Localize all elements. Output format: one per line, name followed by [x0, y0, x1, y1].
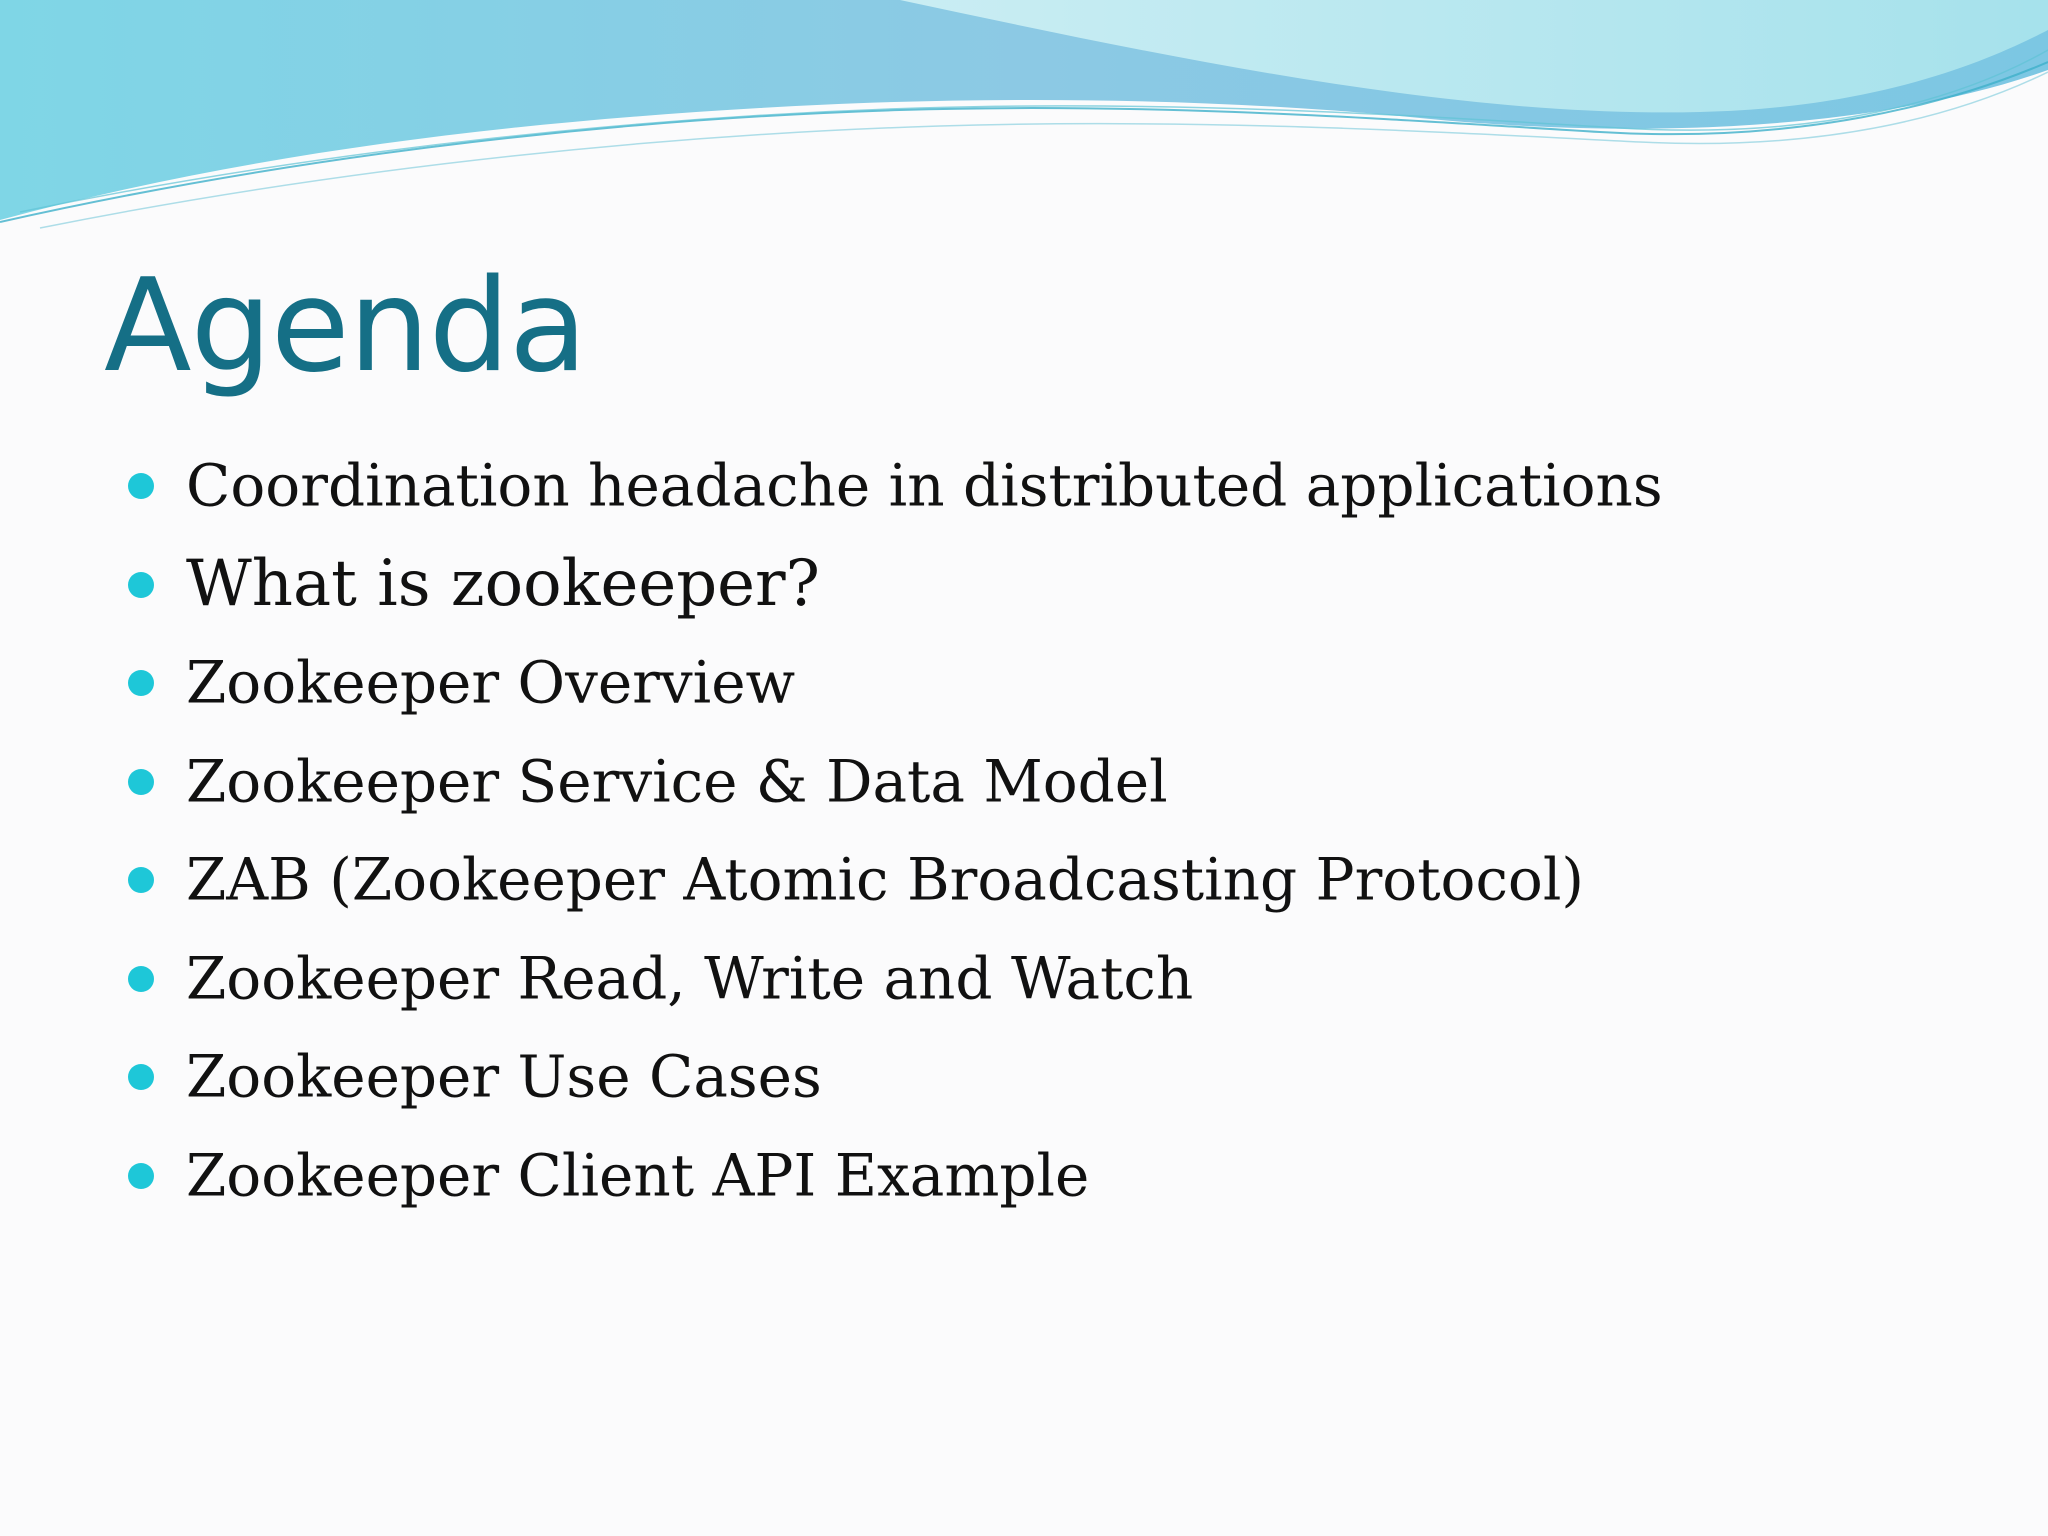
bullet-dot-icon — [128, 1064, 154, 1090]
bullet-dot-icon — [128, 1163, 154, 1189]
bullet-dot-icon — [128, 867, 154, 893]
slide-title: Agenda — [104, 252, 587, 401]
list-item-label: Zookeeper Read, Write and Watch — [186, 944, 1194, 1013]
bullet-dot-icon — [128, 572, 154, 598]
list-item-label: Coordination headache in distributed applications — [186, 451, 1663, 520]
list-item-label: Zookeeper Service & Data Model — [186, 747, 1168, 816]
list-item-label: ZAB (Zookeeper Atomic Broadcasting Protocol) — [186, 845, 1585, 914]
list-item-label: Zookeeper Overview — [186, 648, 796, 717]
list-item-label: What is zookeeper? — [186, 546, 820, 621]
bullet-dot-icon — [128, 966, 154, 992]
wave-header-decoration — [0, 0, 2048, 240]
bullet-dot-icon — [128, 769, 154, 795]
list-item-label: Zookeeper Use Cases — [186, 1042, 822, 1111]
bullet-dot-icon — [128, 473, 154, 499]
list-item-label: Zookeeper Client API Example — [186, 1141, 1090, 1210]
bullet-dot-icon — [128, 670, 154, 696]
